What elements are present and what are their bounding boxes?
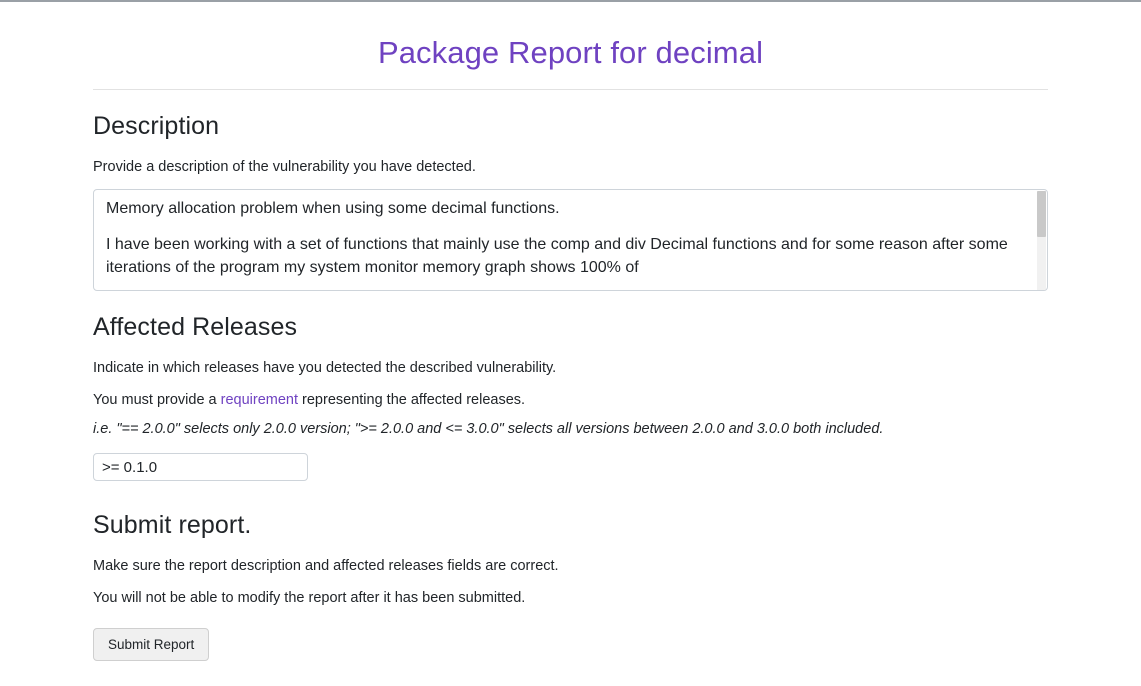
description-scrollbar-thumb[interactable] bbox=[1037, 191, 1046, 237]
submit-heading: Submit report. bbox=[93, 511, 252, 540]
submit-note-1: Make sure the report description and affected releases fields are correct. bbox=[93, 558, 559, 575]
browser-chrome-edge bbox=[0, 0, 1141, 5]
affected-releases-heading: Affected Releases bbox=[93, 312, 298, 341]
submit-report-button[interactable]: Submit Report bbox=[93, 628, 209, 661]
description-paragraph-2: I have been working with a set of functions that mainly use the comp and div Decimal functions and for some reason after some iterations of the program my system monitor memory graph shows 100% of bbox=[106, 236, 1008, 277]
submit-note-2: You will not be able to modify the report after it has been submitted. bbox=[93, 590, 526, 606]
description-paragraph-1: Memory allocation problem when using some decimal functions. bbox=[106, 199, 560, 217]
description-textarea[interactable] bbox=[93, 189, 1048, 291]
requirement-note-suffix: representing the affected releases. bbox=[298, 391, 526, 408]
requirement-link[interactable]: requirement bbox=[220, 391, 299, 408]
description-scrollbar[interactable] bbox=[1037, 191, 1046, 291]
affected-releases-input[interactable] bbox=[93, 453, 308, 481]
requirement-note-prefix: You must provide a bbox=[93, 391, 221, 408]
description-help-text: Provide a description of the vulnerability you have detected. bbox=[93, 159, 476, 175]
requirement-note bbox=[93, 390, 1048, 412]
title-divider bbox=[93, 89, 1048, 90]
requirement-example: i.e. "== 2.0.0" selects only 2.0.0 version; ">= 2.0.0 and <= 3.0.0" selects all versions between 2.0.0 and 3.0.0 both included. bbox=[93, 421, 884, 438]
description-heading: Description bbox=[93, 112, 220, 140]
affected-releases-help-text: Indicate in which releases have you detected the described vulnerability. bbox=[93, 359, 557, 376]
page-title: Package Report for decimal bbox=[377, 35, 764, 70]
